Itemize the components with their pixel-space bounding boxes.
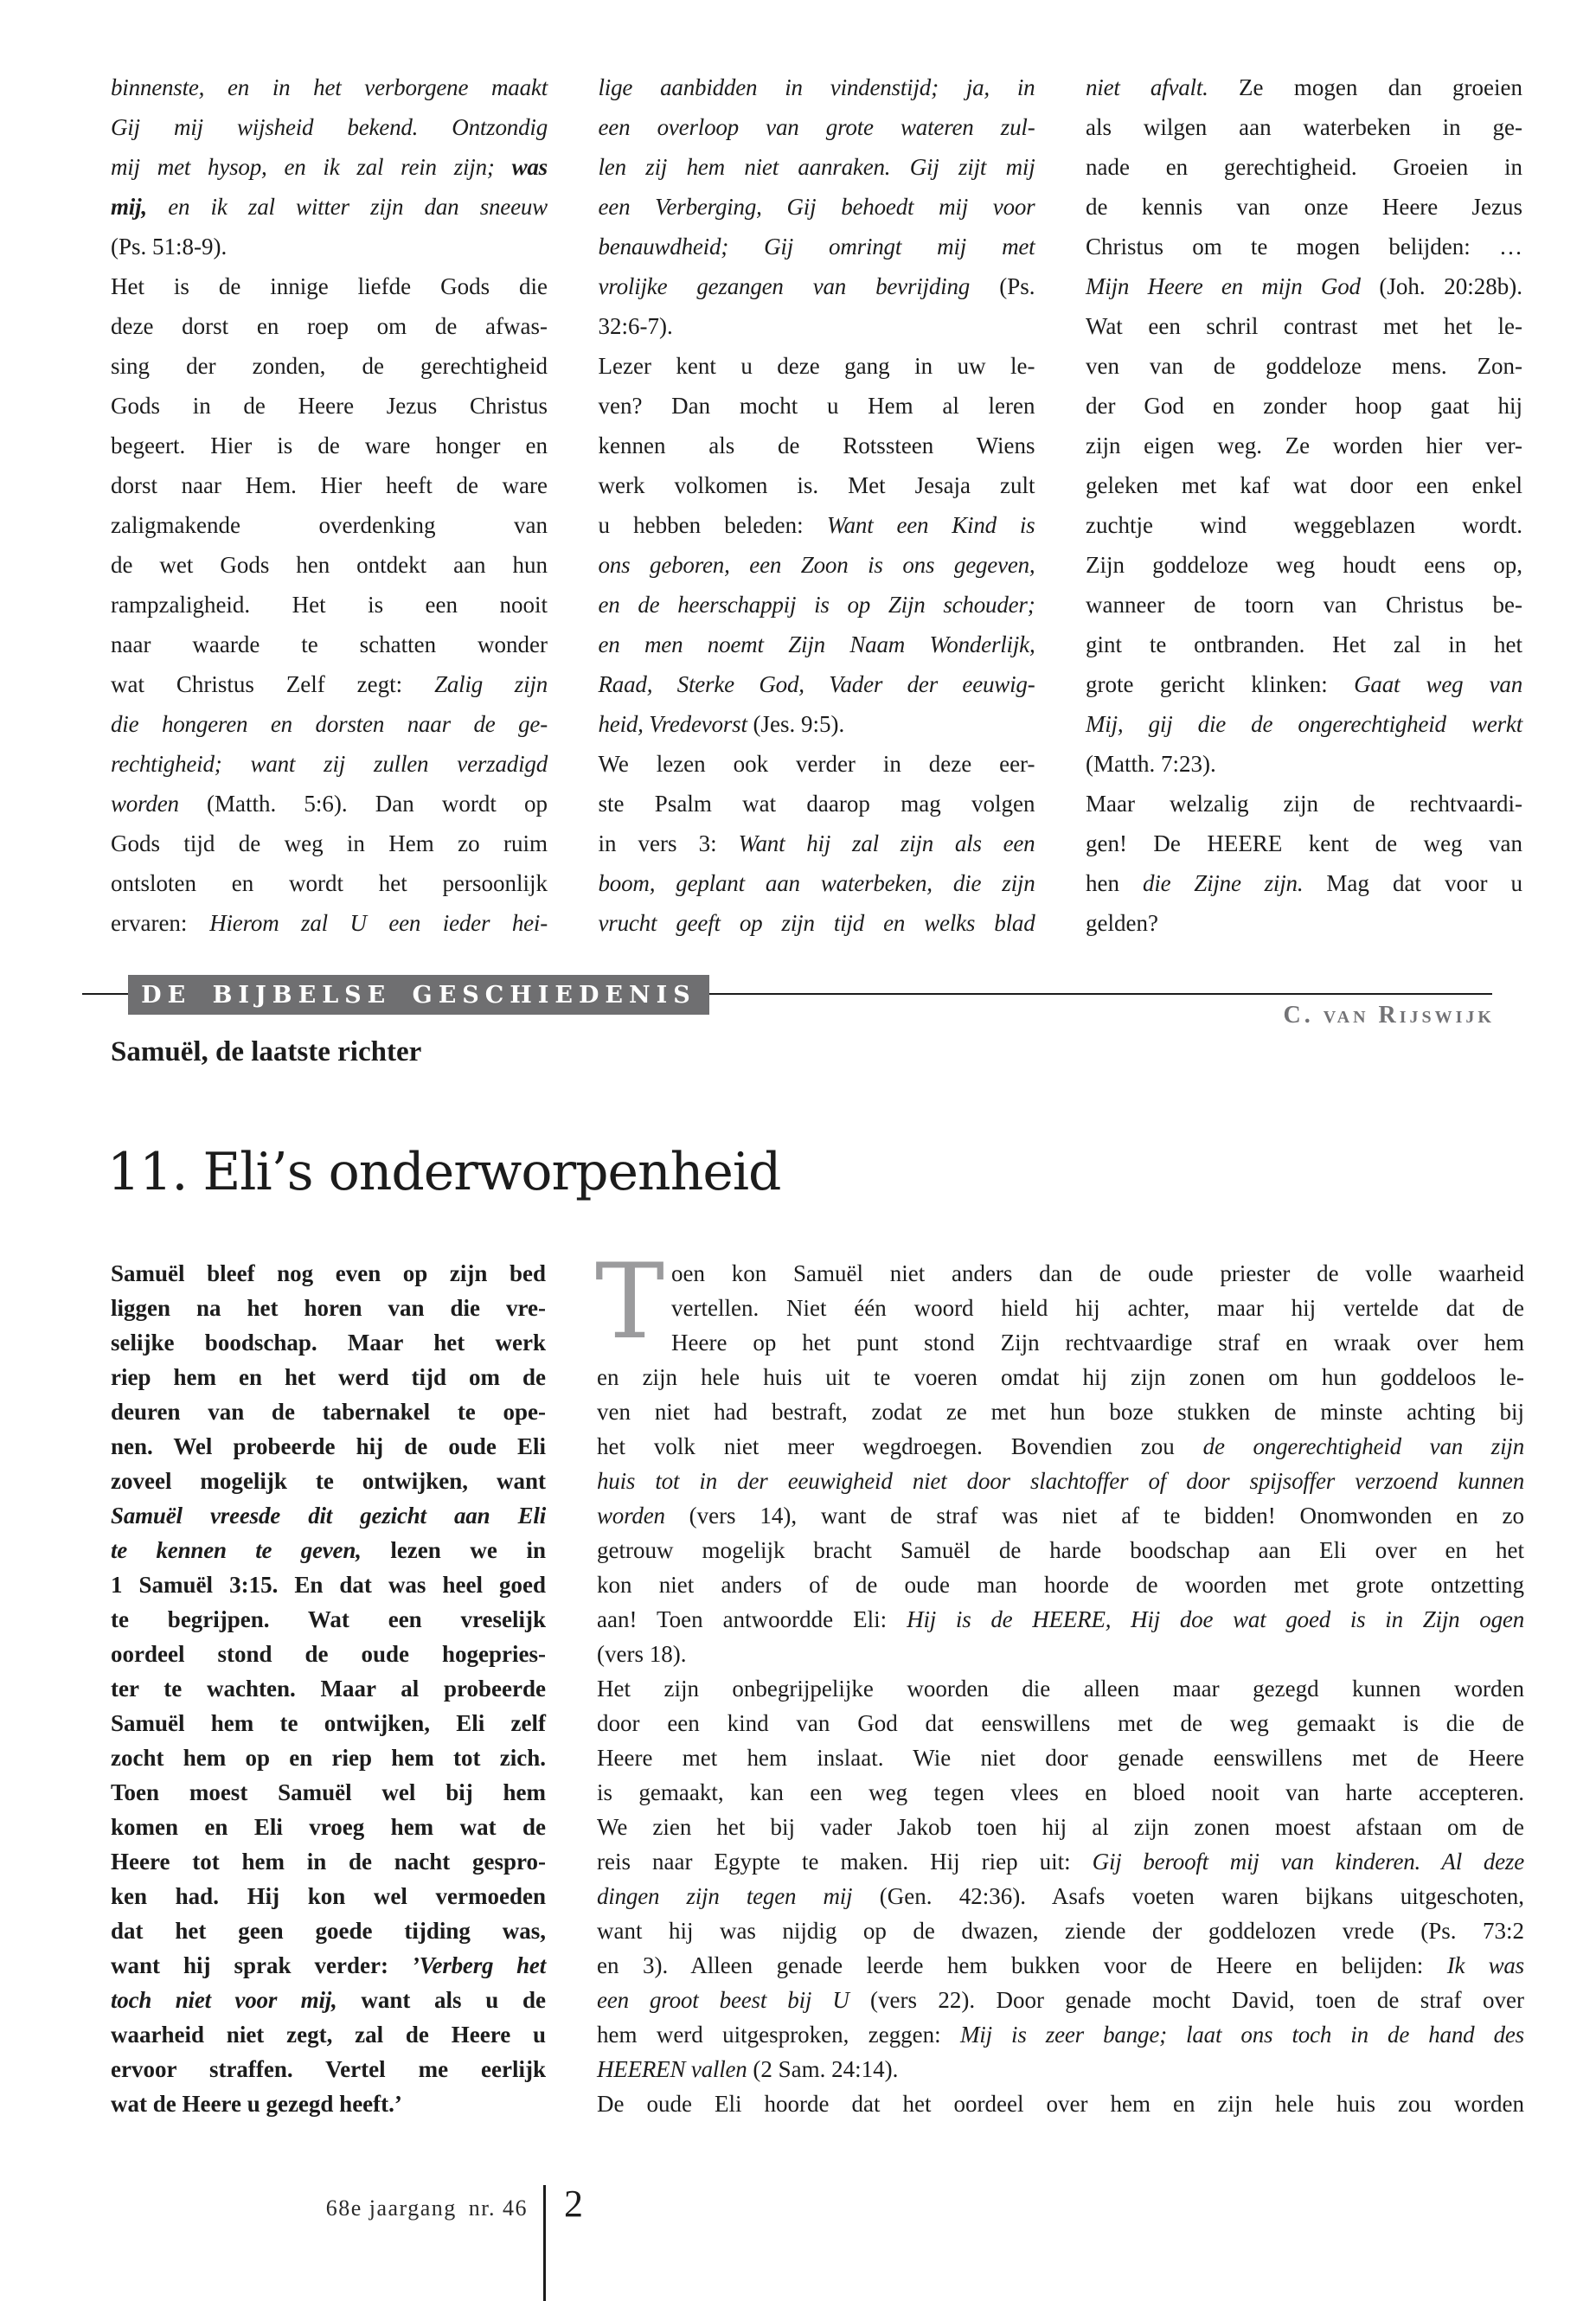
- text-line: waarheid niet zegt, zal de Heere u: [111, 2022, 546, 2048]
- text-line: deze dorst en roep om de afwas-: [111, 313, 548, 339]
- text-line: len zij hem niet aanraken. Gij zijt mij: [598, 154, 1035, 180]
- text-line: door een kind van God dat eenswillens met de weg gemaakt is die de: [597, 1710, 1524, 1736]
- top-column-1: [111, 67, 548, 943]
- text-line: de wet Gods hen ontdekt aan hun: [111, 552, 548, 578]
- text-line: (vers 18).: [597, 1641, 687, 1667]
- text-line: Christus om te mogen belijden: …: [1086, 234, 1522, 260]
- section-banner: [128, 975, 709, 1015]
- text-line: De oude Eli hoorde dat het oordeel over hem en zijn hele huis zou worden: [597, 2091, 1524, 2117]
- top-section: [111, 67, 1522, 943]
- text-line: is gemaakt, kan een weg tegen vlees en bloed nooit van harte accepteren.: [597, 1779, 1524, 1805]
- text-line: binnenste, en in het verborgene maakt: [111, 74, 548, 100]
- top-column-3: [1086, 67, 1522, 943]
- text-line: het volk niet meer wegdroegen. Bovendien zou de ongerechtigheid van zijn: [597, 1433, 1524, 1459]
- text-line: geleken met kaf wat door een enkel: [1086, 472, 1522, 498]
- text-line: vertellen. Niet één woord hield hij achter, maar hij vertelde dat de: [671, 1295, 1524, 1321]
- text-line: liggen na het horen van die vre-: [111, 1295, 546, 1321]
- series-title: Samuël, de laatste richter: [111, 1036, 422, 1067]
- text-line: reis naar Egypte te maken. Hij riep uit: Gij berooft mij van kinderen. Al deze: [597, 1849, 1524, 1875]
- text-line: huis tot in der eeuwigheid niet door slachtoffer of door spijsoffer verzoend kunnen: [597, 1468, 1524, 1494]
- text-line: ven niet had bestraft, zodat ze met hun boze stukken de minste achting bij: [597, 1399, 1524, 1425]
- top-column-2: [599, 67, 1035, 943]
- text-line: Toen moest Samuël wel bij hem: [111, 1779, 546, 1805]
- article-heading: 11. Eli’s onderworpenheid: [107, 1142, 781, 1202]
- text-line: 1 Samuël 3:15. En dat was heel goed: [111, 1572, 546, 1598]
- text-line: We zien het bij vader Jakob toen hij al zijn zonen moest afstaan om de: [597, 1814, 1524, 1840]
- text-line: grote gericht klinken: Gaat weg van: [1086, 671, 1522, 697]
- text-line: ervaren: Hierom zal U een ieder hei-: [111, 910, 548, 936]
- text-line: zoveel mogelijk te ontwijken, want: [111, 1468, 546, 1494]
- text-line: benauwdheid; Gij omringt mij met: [598, 234, 1035, 260]
- text-line: Samuël vreesde dit gezicht aan Eli: [111, 1503, 546, 1529]
- text-line: toch niet voor mij, want als u de: [111, 1987, 547, 2013]
- text-line: zijn eigen weg. Ze worden hier ver-: [1086, 433, 1522, 458]
- text-line: Gij mij wijsheid bekend. Ontzondig: [111, 114, 548, 140]
- text-line: lige aanbidden in vindenstijd; ja, in: [598, 74, 1035, 100]
- text-line: want hij sprak verder: ’Verberg het: [111, 1952, 546, 1978]
- text-line: Lezer kent u deze gang in uw le-: [598, 353, 1035, 379]
- text-line: We lezen ook verder in deze eer-: [598, 751, 1035, 777]
- text-line: oen kon Samuël niet anders dan de oude priester de volle waarheid: [671, 1260, 1524, 1286]
- text-line: worden (vers 14), want de straf was niet af te bidden! Onomwonden en zo: [597, 1503, 1524, 1529]
- text-line: mij, en ik zal witter zijn dan sneeuw: [111, 194, 548, 220]
- text-line: 32:6-7).: [598, 313, 673, 339]
- text-line: niet afvalt. Ze mogen dan groeien: [1086, 74, 1523, 100]
- text-line: zocht hem op en riep hem tot zich.: [111, 1745, 546, 1771]
- text-line: en 3). Alleen genade leerde hem bukken voor de Heere en belijden: Ik was: [597, 1952, 1524, 1978]
- text-line: boom, geplant aan waterbeken, die zijn: [598, 870, 1035, 896]
- section-banner-label: DE BIJBELSE GESCHIEDENIS: [141, 981, 696, 1009]
- text-line: ons geboren, een Zoon is ons gegeven,: [598, 552, 1035, 578]
- text-line: een Verberging, Gij behoedt mij voor: [598, 194, 1035, 220]
- text-line: gint te ontbranden. Het zal in het: [1086, 631, 1522, 657]
- text-line: ontsloten en wordt het persoonlijk: [111, 870, 548, 896]
- text-line: Mijn Heere en mijn God (Joh. 20:28b).: [1086, 273, 1522, 299]
- footer-number-label: nr. 46: [468, 2195, 528, 2221]
- footer-page-number: 2: [564, 2182, 583, 2225]
- text-line: vrucht geeft op zijn tijd en welks blad: [598, 910, 1035, 936]
- footer-divider-rule: [543, 2185, 546, 2301]
- text-line: en men noemt Zijn Naam Wonderlijk,: [598, 631, 1035, 657]
- text-line: en de heerschappij is op Zijn schouder;: [598, 592, 1035, 618]
- text-line: en zijn hele huis uit te voeren omdat hij zijn zonen om hun goddeloos le-: [597, 1364, 1524, 1390]
- text-line: ken had. Hij kon wel vermoeden: [111, 1883, 546, 1909]
- text-line: (Ps. 51:8-9).: [111, 234, 228, 260]
- text-line: u hebben beleden: Want een Kind is: [598, 512, 1035, 538]
- text-line: kon niet anders of de oude man hoorde de woorden met grote ontzetting: [597, 1572, 1524, 1598]
- text-line: hem werd uitgesproken, zeggen: Mij is zeer bange; laat ons toch in de hand des: [597, 2022, 1524, 2048]
- text-line: riep hem en het werd tijd om de: [111, 1364, 546, 1390]
- text-line: zaligmakende overdenking van: [111, 512, 548, 538]
- text-line: vrolijke gezangen van bevrijding (Ps.: [598, 273, 1035, 299]
- text-line: Gods in de Heere Jezus Christus: [111, 393, 548, 419]
- text-line: aan! Toen antwoordde Eli: Hij is de HEERE, Hij doe wat goed is in Zijn ogen: [597, 1606, 1524, 1632]
- text-line: sing der zonden, de gerechtigheid: [111, 353, 548, 379]
- text-line: als wilgen aan waterbeken in ge-: [1086, 114, 1522, 140]
- author-byline: C. van Rijswijk: [1283, 1002, 1495, 1029]
- text-line: Samuël bleef nog even op zijn bed: [111, 1260, 546, 1286]
- text-line: Het is de innige liefde Gods die: [111, 273, 548, 299]
- text-line: die hongeren en dorsten naar de ge-: [111, 711, 548, 737]
- text-line: te begrijpen. Wat een vreselijk: [111, 1606, 546, 1632]
- text-line: ter te wachten. Maar al probeerde: [111, 1676, 546, 1702]
- text-line: (Matth. 7:23).: [1086, 751, 1216, 777]
- text-line: HEEREN vallen (2 Sam. 24:14).: [597, 2056, 899, 2082]
- text-line: want hij was nijdig op de dwazen, ziende der goddelozen vrede (Ps. 73:2: [597, 1918, 1524, 1944]
- text-line: oordeel stond de oude hogepries-: [111, 1641, 546, 1667]
- text-line: ste Psalm wat daarop mag volgen: [598, 791, 1035, 817]
- text-line: Raad, Sterke God, Vader der eeuwig-: [598, 671, 1035, 697]
- text-line: Gods tijd de weg in Hem zo ruim: [111, 830, 548, 856]
- text-line: gen! De HEERE kent de weg van: [1086, 830, 1522, 856]
- text-line: wat Christus Zelf zegt: Zalig zijn: [111, 671, 548, 697]
- text-line: de kennis van onze Heere Jezus: [1086, 194, 1522, 220]
- text-line: mij met hysop, en ik zal rein zijn; was: [111, 154, 548, 180]
- text-line: hen die Zijne zijn. Mag dat voor u: [1086, 870, 1523, 896]
- text-line: der God en zonder hoop gaat hij: [1086, 393, 1522, 419]
- text-line: Heere met hem inslaat. Wie niet door genade eenswillens met de Heere: [597, 1745, 1524, 1771]
- text-line: Mij, gij die de ongerechtigheid werkt: [1086, 711, 1522, 737]
- text-line: Heere op het punt stond Zijn rechtvaardige straf en wraak over hem: [671, 1330, 1524, 1356]
- text-line: komen en Eli vroeg hem wat de: [111, 1814, 546, 1840]
- drop-cap-letter: T: [595, 1242, 665, 1362]
- text-line: getrouw mogelijk bracht Samuël de harde boodschap aan Eli over en het: [597, 1537, 1524, 1563]
- text-line: ervoor straffen. Vertel me eerlijk: [111, 2056, 546, 2082]
- text-line: dat het geen goede tijding was,: [111, 1918, 546, 1944]
- article-right-column: [595, 1242, 1524, 2121]
- text-line: naar waarde te schatten wonder: [111, 631, 548, 657]
- text-line: worden (Matth. 5:6). Dan wordt op: [111, 791, 548, 817]
- text-line: Zijn goddeloze weg houdt eens op,: [1086, 552, 1522, 578]
- text-line: Het zijn onbegrijpelijke woorden die alleen maar gezegd kunnen worden: [597, 1676, 1524, 1702]
- text-line: begeert. Hier is de ware honger en: [111, 433, 548, 458]
- text-line: Samuël hem te ontwijken, Eli zelf: [111, 1710, 546, 1736]
- article-left-column: [111, 1256, 546, 2121]
- text-line: kennen als de Rotssteen Wiens: [598, 433, 1035, 458]
- text-line: Heere tot hem in de nacht gespro-: [111, 1849, 546, 1875]
- text-line: heid, Vredevorst (Jes. 9:5).: [598, 711, 845, 737]
- text-line: te kennen te geven, lezen we in: [111, 1537, 546, 1563]
- text-line: selijke boodschap. Maar het werk: [111, 1330, 546, 1356]
- text-line: dorst naar Hem. Hier heeft de ware: [111, 472, 548, 498]
- text-line: ven? Dan mocht u Hem al leren: [598, 393, 1035, 419]
- text-line: in vers 3: Want hij zal zijn als een: [598, 830, 1035, 856]
- footer-issue-info: [111, 2195, 528, 2221]
- text-line: nen. Wel probeerde hij de oude Eli: [111, 1433, 546, 1459]
- text-line: wanneer de toorn van Christus be-: [1086, 592, 1522, 618]
- text-line: zuchtje wind weggeblazen wordt.: [1086, 512, 1522, 538]
- text-line: een groot beest bij U (vers 22). Door genade mocht David, toen de straf over: [597, 1987, 1524, 2013]
- footer-volume-label: 68e jaargang: [325, 2195, 457, 2221]
- text-line: Maar welzalig zijn de rechtvaardi-: [1086, 791, 1522, 817]
- text-line: nade en gerechtigheid. Groeien in: [1086, 154, 1522, 180]
- text-line: Wat een schril contrast met het le-: [1086, 313, 1522, 339]
- text-line: rampzaligheid. Het is een nooit: [111, 592, 548, 618]
- text-line: deuren van de tabernakel te ope-: [111, 1399, 546, 1425]
- text-line: ven van de goddeloze mens. Zon-: [1086, 353, 1522, 379]
- text-line: rechtigheid; want zij zullen verzadigd: [111, 751, 548, 777]
- text-line: werk volkomen is. Met Jesaja zult: [598, 472, 1035, 498]
- text-line: gelden?: [1086, 910, 1158, 936]
- text-line: dingen zijn tegen mij (Gen. 42:36). Asafs voeten waren bijkans uitgeschoten,: [597, 1883, 1524, 1909]
- text-line: wat de Heere u gezegd heeft.’: [111, 2091, 402, 2117]
- text-line: een overloop van grote wateren zul-: [598, 114, 1035, 140]
